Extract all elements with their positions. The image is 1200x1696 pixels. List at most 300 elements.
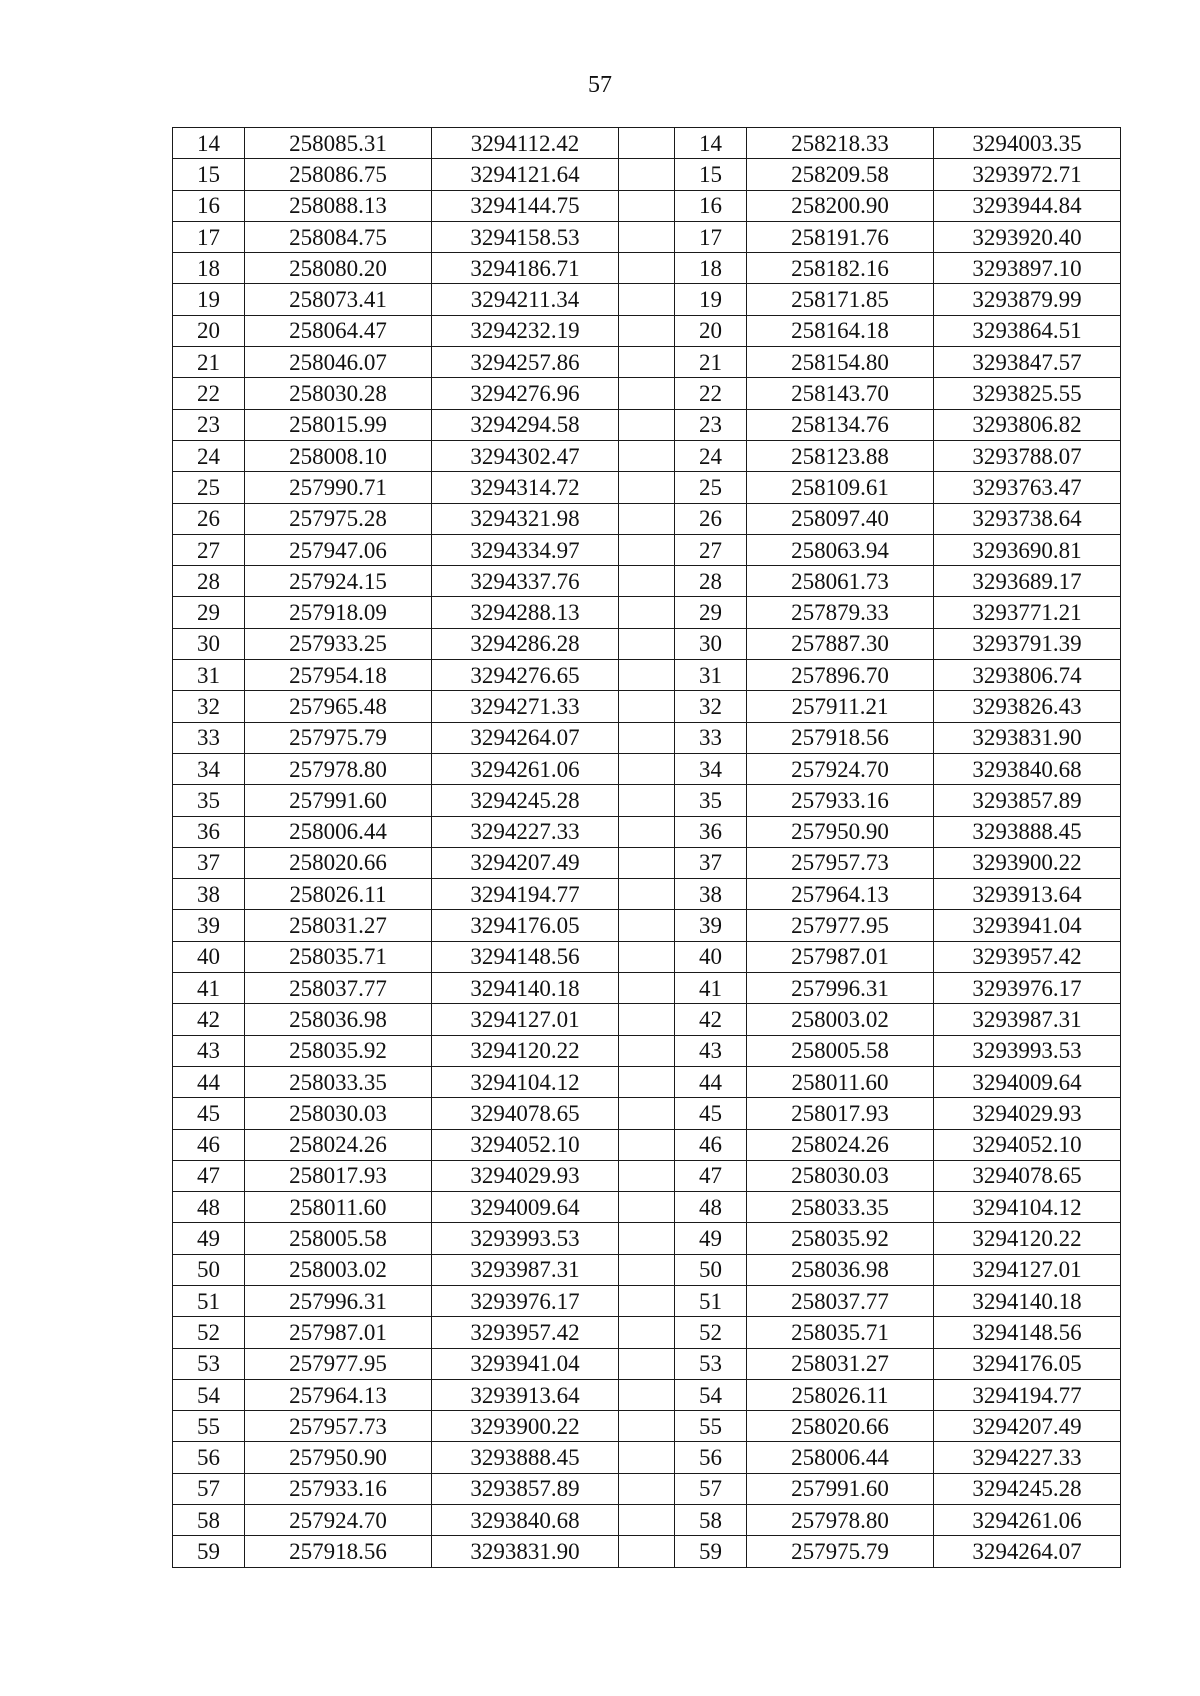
spacer-cell <box>619 534 675 565</box>
right-x-coordinate: 258171.85 <box>747 284 934 315</box>
left-x-coordinate: 257918.09 <box>245 597 432 628</box>
left-point-number: 30 <box>173 628 245 659</box>
right-y-coordinate: 3294127.01 <box>934 1254 1121 1285</box>
left-point-number: 45 <box>173 1098 245 1129</box>
table-row <box>173 1004 1121 1035</box>
coordinates-table-body <box>173 128 1121 1568</box>
left-x-coordinate: 258046.07 <box>245 347 432 378</box>
left-point-number: 52 <box>173 1317 245 1348</box>
left-y-coordinate: 3294029.93 <box>432 1160 619 1191</box>
spacer-cell <box>619 628 675 659</box>
left-y-coordinate: 3294120.22 <box>432 1035 619 1066</box>
right-x-coordinate: 257887.30 <box>747 628 934 659</box>
left-y-coordinate: 3294276.65 <box>432 660 619 691</box>
left-y-coordinate: 3294261.06 <box>432 753 619 784</box>
right-x-coordinate: 258191.76 <box>747 221 934 252</box>
right-y-coordinate: 3293879.99 <box>934 284 1121 315</box>
right-y-coordinate: 3294140.18 <box>934 1285 1121 1316</box>
left-y-coordinate: 3294276.96 <box>432 378 619 409</box>
left-point-number: 36 <box>173 816 245 847</box>
right-x-coordinate: 258109.61 <box>747 472 934 503</box>
spacer-cell <box>619 1192 675 1223</box>
right-y-coordinate: 3293976.17 <box>934 973 1121 1004</box>
left-point-number: 44 <box>173 1066 245 1097</box>
spacer-cell <box>619 566 675 597</box>
right-y-coordinate: 3294120.22 <box>934 1223 1121 1254</box>
right-y-coordinate: 3293913.64 <box>934 879 1121 910</box>
table-row <box>173 347 1121 378</box>
right-x-coordinate: 258036.98 <box>747 1254 934 1285</box>
spacer-cell <box>619 1160 675 1191</box>
spacer-cell <box>619 440 675 471</box>
right-y-coordinate: 3294003.35 <box>934 128 1121 159</box>
left-y-coordinate: 3293840.68 <box>432 1505 619 1536</box>
table-row <box>173 691 1121 722</box>
left-point-number: 43 <box>173 1035 245 1066</box>
left-point-number: 32 <box>173 691 245 722</box>
table-row <box>173 315 1121 346</box>
right-x-coordinate: 257924.70 <box>747 753 934 784</box>
spacer-cell <box>619 1285 675 1316</box>
left-y-coordinate: 3294104.12 <box>432 1066 619 1097</box>
left-point-number: 29 <box>173 597 245 628</box>
left-point-number: 14 <box>173 128 245 159</box>
left-point-number: 15 <box>173 159 245 190</box>
left-y-coordinate: 3293987.31 <box>432 1254 619 1285</box>
left-y-coordinate: 3293976.17 <box>432 1285 619 1316</box>
table-row <box>173 221 1121 252</box>
spacer-cell <box>619 472 675 503</box>
left-x-coordinate: 257975.79 <box>245 722 432 753</box>
left-y-coordinate: 3294194.77 <box>432 879 619 910</box>
right-y-coordinate: 3293987.31 <box>934 1004 1121 1035</box>
left-point-number: 16 <box>173 190 245 221</box>
left-x-coordinate: 257996.31 <box>245 1285 432 1316</box>
right-x-coordinate: 258134.76 <box>747 409 934 440</box>
right-point-number: 45 <box>675 1098 747 1129</box>
right-y-coordinate: 3293689.17 <box>934 566 1121 597</box>
table-row <box>173 566 1121 597</box>
right-y-coordinate: 3294148.56 <box>934 1317 1121 1348</box>
left-point-number: 48 <box>173 1192 245 1223</box>
right-y-coordinate: 3294207.49 <box>934 1411 1121 1442</box>
left-y-coordinate: 3294158.53 <box>432 221 619 252</box>
left-y-coordinate: 3294337.76 <box>432 566 619 597</box>
left-point-number: 49 <box>173 1223 245 1254</box>
right-x-coordinate: 257977.95 <box>747 910 934 941</box>
right-y-coordinate: 3293897.10 <box>934 253 1121 284</box>
right-y-coordinate: 3293806.82 <box>934 409 1121 440</box>
left-y-coordinate: 3293831.90 <box>432 1536 619 1567</box>
table-row <box>173 1536 1121 1567</box>
left-x-coordinate: 257924.70 <box>245 1505 432 1536</box>
left-point-number: 54 <box>173 1379 245 1410</box>
right-y-coordinate: 3293857.89 <box>934 785 1121 816</box>
table-row <box>173 1317 1121 1348</box>
left-point-number: 53 <box>173 1348 245 1379</box>
left-x-coordinate: 258017.93 <box>245 1160 432 1191</box>
left-x-coordinate: 258008.10 <box>245 440 432 471</box>
left-point-number: 21 <box>173 347 245 378</box>
spacer-cell <box>619 190 675 221</box>
left-y-coordinate: 3294227.33 <box>432 816 619 847</box>
table-row <box>173 190 1121 221</box>
left-point-number: 40 <box>173 941 245 972</box>
left-x-coordinate: 258085.31 <box>245 128 432 159</box>
right-y-coordinate: 3294227.33 <box>934 1442 1121 1473</box>
table-row <box>173 1160 1121 1191</box>
spacer-cell <box>619 503 675 534</box>
left-x-coordinate: 258030.28 <box>245 378 432 409</box>
table-row <box>173 597 1121 628</box>
spacer-cell <box>619 128 675 159</box>
left-y-coordinate: 3294321.98 <box>432 503 619 534</box>
left-y-coordinate: 3294264.07 <box>432 722 619 753</box>
spacer-cell <box>619 879 675 910</box>
left-x-coordinate: 258036.98 <box>245 1004 432 1035</box>
left-point-number: 37 <box>173 847 245 878</box>
right-point-number: 28 <box>675 566 747 597</box>
spacer-cell <box>619 409 675 440</box>
right-y-coordinate: 3293864.51 <box>934 315 1121 346</box>
left-y-coordinate: 3294314.72 <box>432 472 619 503</box>
table-row <box>173 1254 1121 1285</box>
spacer-cell <box>619 253 675 284</box>
table-row <box>173 753 1121 784</box>
right-point-number: 25 <box>675 472 747 503</box>
right-y-coordinate: 3294104.12 <box>934 1192 1121 1223</box>
right-x-coordinate: 257950.90 <box>747 816 934 847</box>
right-point-number: 18 <box>675 253 747 284</box>
spacer-cell <box>619 785 675 816</box>
right-y-coordinate: 3294245.28 <box>934 1473 1121 1504</box>
right-x-coordinate: 257996.31 <box>747 973 934 1004</box>
left-point-number: 38 <box>173 879 245 910</box>
left-x-coordinate: 257918.56 <box>245 1536 432 1567</box>
spacer-cell <box>619 691 675 722</box>
right-y-coordinate: 3293738.64 <box>934 503 1121 534</box>
right-point-number: 27 <box>675 534 747 565</box>
right-y-coordinate: 3293957.42 <box>934 941 1121 972</box>
spacer-cell <box>619 660 675 691</box>
left-x-coordinate: 258015.99 <box>245 409 432 440</box>
right-x-coordinate: 258030.03 <box>747 1160 934 1191</box>
table-row <box>173 253 1121 284</box>
right-y-coordinate: 3293972.71 <box>934 159 1121 190</box>
table-row <box>173 785 1121 816</box>
right-y-coordinate: 3293847.57 <box>934 347 1121 378</box>
right-x-coordinate: 258182.16 <box>747 253 934 284</box>
right-x-coordinate: 258011.60 <box>747 1066 934 1097</box>
table-row <box>173 1442 1121 1473</box>
right-point-number: 26 <box>675 503 747 534</box>
right-point-number: 49 <box>675 1223 747 1254</box>
right-point-number: 58 <box>675 1505 747 1536</box>
right-x-coordinate: 258005.58 <box>747 1035 934 1066</box>
right-x-coordinate: 257918.56 <box>747 722 934 753</box>
right-x-coordinate: 258063.94 <box>747 534 934 565</box>
left-x-coordinate: 257991.60 <box>245 785 432 816</box>
left-point-number: 18 <box>173 253 245 284</box>
left-x-coordinate: 257947.06 <box>245 534 432 565</box>
right-x-coordinate: 258123.88 <box>747 440 934 471</box>
left-x-coordinate: 257957.73 <box>245 1411 432 1442</box>
spacer-cell <box>619 284 675 315</box>
right-point-number: 24 <box>675 440 747 471</box>
spacer-cell <box>619 1004 675 1035</box>
right-x-coordinate: 258037.77 <box>747 1285 934 1316</box>
left-x-coordinate: 257933.25 <box>245 628 432 659</box>
right-point-number: 19 <box>675 284 747 315</box>
right-point-number: 53 <box>675 1348 747 1379</box>
spacer-cell <box>619 597 675 628</box>
left-x-coordinate: 258035.71 <box>245 941 432 972</box>
right-y-coordinate: 3293788.07 <box>934 440 1121 471</box>
right-y-coordinate: 3294052.10 <box>934 1129 1121 1160</box>
table-row <box>173 879 1121 910</box>
right-y-coordinate: 3293763.47 <box>934 472 1121 503</box>
right-point-number: 51 <box>675 1285 747 1316</box>
right-point-number: 35 <box>675 785 747 816</box>
table-row <box>173 1285 1121 1316</box>
right-point-number: 44 <box>675 1066 747 1097</box>
left-x-coordinate: 257978.80 <box>245 753 432 784</box>
left-point-number: 25 <box>173 472 245 503</box>
left-point-number: 31 <box>173 660 245 691</box>
left-x-coordinate: 258003.02 <box>245 1254 432 1285</box>
spacer-cell <box>619 1379 675 1410</box>
left-point-number: 51 <box>173 1285 245 1316</box>
left-y-coordinate: 3294286.28 <box>432 628 619 659</box>
spacer-cell <box>619 1473 675 1504</box>
right-point-number: 33 <box>675 722 747 753</box>
right-x-coordinate: 257896.70 <box>747 660 934 691</box>
spacer-cell <box>619 722 675 753</box>
right-x-coordinate: 257987.01 <box>747 941 934 972</box>
left-x-coordinate: 258073.41 <box>245 284 432 315</box>
right-point-number: 54 <box>675 1379 747 1410</box>
table-row <box>173 722 1121 753</box>
table-row <box>173 628 1121 659</box>
right-x-coordinate: 258026.11 <box>747 1379 934 1410</box>
left-point-number: 24 <box>173 440 245 471</box>
left-y-coordinate: 3293900.22 <box>432 1411 619 1442</box>
spacer-cell <box>619 816 675 847</box>
spacer-cell <box>619 973 675 1004</box>
right-x-coordinate: 257911.21 <box>747 691 934 722</box>
table-row <box>173 128 1121 159</box>
left-y-coordinate: 3293888.45 <box>432 1442 619 1473</box>
right-point-number: 46 <box>675 1129 747 1160</box>
spacer-cell <box>619 1317 675 1348</box>
right-x-coordinate: 258200.90 <box>747 190 934 221</box>
spacer-cell <box>619 347 675 378</box>
spacer-cell <box>619 378 675 409</box>
right-point-number: 36 <box>675 816 747 847</box>
right-point-number: 15 <box>675 159 747 190</box>
right-x-coordinate: 258006.44 <box>747 1442 934 1473</box>
spacer-cell <box>619 1411 675 1442</box>
right-x-coordinate: 258020.66 <box>747 1411 934 1442</box>
table-row <box>173 440 1121 471</box>
right-y-coordinate: 3293831.90 <box>934 722 1121 753</box>
left-x-coordinate: 258006.44 <box>245 816 432 847</box>
left-y-coordinate: 3294257.86 <box>432 347 619 378</box>
left-point-number: 59 <box>173 1536 245 1567</box>
table-row <box>173 1098 1121 1129</box>
right-y-coordinate: 3293840.68 <box>934 753 1121 784</box>
right-x-coordinate: 258024.26 <box>747 1129 934 1160</box>
right-y-coordinate: 3293888.45 <box>934 816 1121 847</box>
right-y-coordinate: 3294261.06 <box>934 1505 1121 1536</box>
right-point-number: 39 <box>675 910 747 941</box>
coordinates-table <box>172 127 1121 1568</box>
table-row <box>173 1223 1121 1254</box>
table-row <box>173 1129 1121 1160</box>
left-point-number: 27 <box>173 534 245 565</box>
table-row <box>173 503 1121 534</box>
table-row <box>173 1473 1121 1504</box>
right-y-coordinate: 3293944.84 <box>934 190 1121 221</box>
right-y-coordinate: 3293771.21 <box>934 597 1121 628</box>
right-y-coordinate: 3294009.64 <box>934 1066 1121 1097</box>
left-point-number: 19 <box>173 284 245 315</box>
right-y-coordinate: 3293806.74 <box>934 660 1121 691</box>
table-row <box>173 660 1121 691</box>
table-row <box>173 1192 1121 1223</box>
right-x-coordinate: 258164.18 <box>747 315 934 346</box>
left-x-coordinate: 258035.92 <box>245 1035 432 1066</box>
left-point-number: 55 <box>173 1411 245 1442</box>
right-point-number: 20 <box>675 315 747 346</box>
table-row <box>173 284 1121 315</box>
right-point-number: 31 <box>675 660 747 691</box>
spacer-cell <box>619 1254 675 1285</box>
left-x-coordinate: 258005.58 <box>245 1223 432 1254</box>
left-y-coordinate: 3294207.49 <box>432 847 619 878</box>
left-y-coordinate: 3294294.58 <box>432 409 619 440</box>
table-row <box>173 1379 1121 1410</box>
spacer-cell <box>619 753 675 784</box>
left-point-number: 35 <box>173 785 245 816</box>
left-y-coordinate: 3294112.42 <box>432 128 619 159</box>
right-x-coordinate: 258061.73 <box>747 566 934 597</box>
left-y-coordinate: 3294009.64 <box>432 1192 619 1223</box>
right-x-coordinate: 258035.71 <box>747 1317 934 1348</box>
right-point-number: 17 <box>675 221 747 252</box>
page-number: 57 <box>588 72 612 98</box>
right-y-coordinate: 3294078.65 <box>934 1160 1121 1191</box>
spacer-cell <box>619 1098 675 1129</box>
spacer-cell <box>619 221 675 252</box>
table-row <box>173 973 1121 1004</box>
left-y-coordinate: 3294288.13 <box>432 597 619 628</box>
right-x-coordinate: 258031.27 <box>747 1348 934 1379</box>
table-row <box>173 1066 1121 1097</box>
left-point-number: 22 <box>173 378 245 409</box>
left-y-coordinate: 3294052.10 <box>432 1129 619 1160</box>
left-y-coordinate: 3294121.64 <box>432 159 619 190</box>
right-point-number: 23 <box>675 409 747 440</box>
left-x-coordinate: 258024.26 <box>245 1129 432 1160</box>
right-y-coordinate: 3294194.77 <box>934 1379 1121 1410</box>
left-y-coordinate: 3294302.47 <box>432 440 619 471</box>
right-x-coordinate: 257933.16 <box>747 785 934 816</box>
left-point-number: 28 <box>173 566 245 597</box>
right-point-number: 59 <box>675 1536 747 1567</box>
right-x-coordinate: 257978.80 <box>747 1505 934 1536</box>
right-point-number: 32 <box>675 691 747 722</box>
spacer-cell <box>619 1536 675 1567</box>
left-x-coordinate: 258026.11 <box>245 879 432 910</box>
right-x-coordinate: 258003.02 <box>747 1004 934 1035</box>
right-point-number: 37 <box>675 847 747 878</box>
left-y-coordinate: 3293957.42 <box>432 1317 619 1348</box>
right-point-number: 30 <box>675 628 747 659</box>
left-x-coordinate: 258086.75 <box>245 159 432 190</box>
table-row <box>173 472 1121 503</box>
left-point-number: 20 <box>173 315 245 346</box>
left-y-coordinate: 3294140.18 <box>432 973 619 1004</box>
right-x-coordinate: 258209.58 <box>747 159 934 190</box>
right-x-coordinate: 258035.92 <box>747 1223 934 1254</box>
right-point-number: 41 <box>675 973 747 1004</box>
left-x-coordinate: 258031.27 <box>245 910 432 941</box>
right-x-coordinate: 258143.70 <box>747 378 934 409</box>
spacer-cell <box>619 1442 675 1473</box>
table-row <box>173 1035 1121 1066</box>
right-y-coordinate: 3293826.43 <box>934 691 1121 722</box>
left-y-coordinate: 3294127.01 <box>432 1004 619 1035</box>
left-y-coordinate: 3294144.75 <box>432 190 619 221</box>
left-x-coordinate: 257924.15 <box>245 566 432 597</box>
left-y-coordinate: 3293993.53 <box>432 1223 619 1254</box>
right-y-coordinate: 3293920.40 <box>934 221 1121 252</box>
right-y-coordinate: 3294264.07 <box>934 1536 1121 1567</box>
table-row <box>173 910 1121 941</box>
left-point-number: 58 <box>173 1505 245 1536</box>
right-point-number: 40 <box>675 941 747 972</box>
spacer-cell <box>619 1505 675 1536</box>
spacer-cell <box>619 315 675 346</box>
table-row <box>173 378 1121 409</box>
spacer-cell <box>619 1223 675 1254</box>
left-y-coordinate: 3293913.64 <box>432 1379 619 1410</box>
left-x-coordinate: 257964.13 <box>245 1379 432 1410</box>
left-point-number: 46 <box>173 1129 245 1160</box>
left-x-coordinate: 258037.77 <box>245 973 432 1004</box>
right-point-number: 50 <box>675 1254 747 1285</box>
spacer-cell <box>619 1348 675 1379</box>
left-point-number: 26 <box>173 503 245 534</box>
left-x-coordinate: 258030.03 <box>245 1098 432 1129</box>
right-x-coordinate: 258097.40 <box>747 503 934 534</box>
left-x-coordinate: 257954.18 <box>245 660 432 691</box>
right-y-coordinate: 3293690.81 <box>934 534 1121 565</box>
spacer-cell <box>619 159 675 190</box>
left-x-coordinate: 257933.16 <box>245 1473 432 1504</box>
left-x-coordinate: 257950.90 <box>245 1442 432 1473</box>
left-point-number: 39 <box>173 910 245 941</box>
right-point-number: 48 <box>675 1192 747 1223</box>
left-y-coordinate: 3293857.89 <box>432 1473 619 1504</box>
right-point-number: 43 <box>675 1035 747 1066</box>
right-point-number: 22 <box>675 378 747 409</box>
right-point-number: 57 <box>675 1473 747 1504</box>
right-x-coordinate: 257879.33 <box>747 597 934 628</box>
right-y-coordinate: 3294029.93 <box>934 1098 1121 1129</box>
left-point-number: 50 <box>173 1254 245 1285</box>
